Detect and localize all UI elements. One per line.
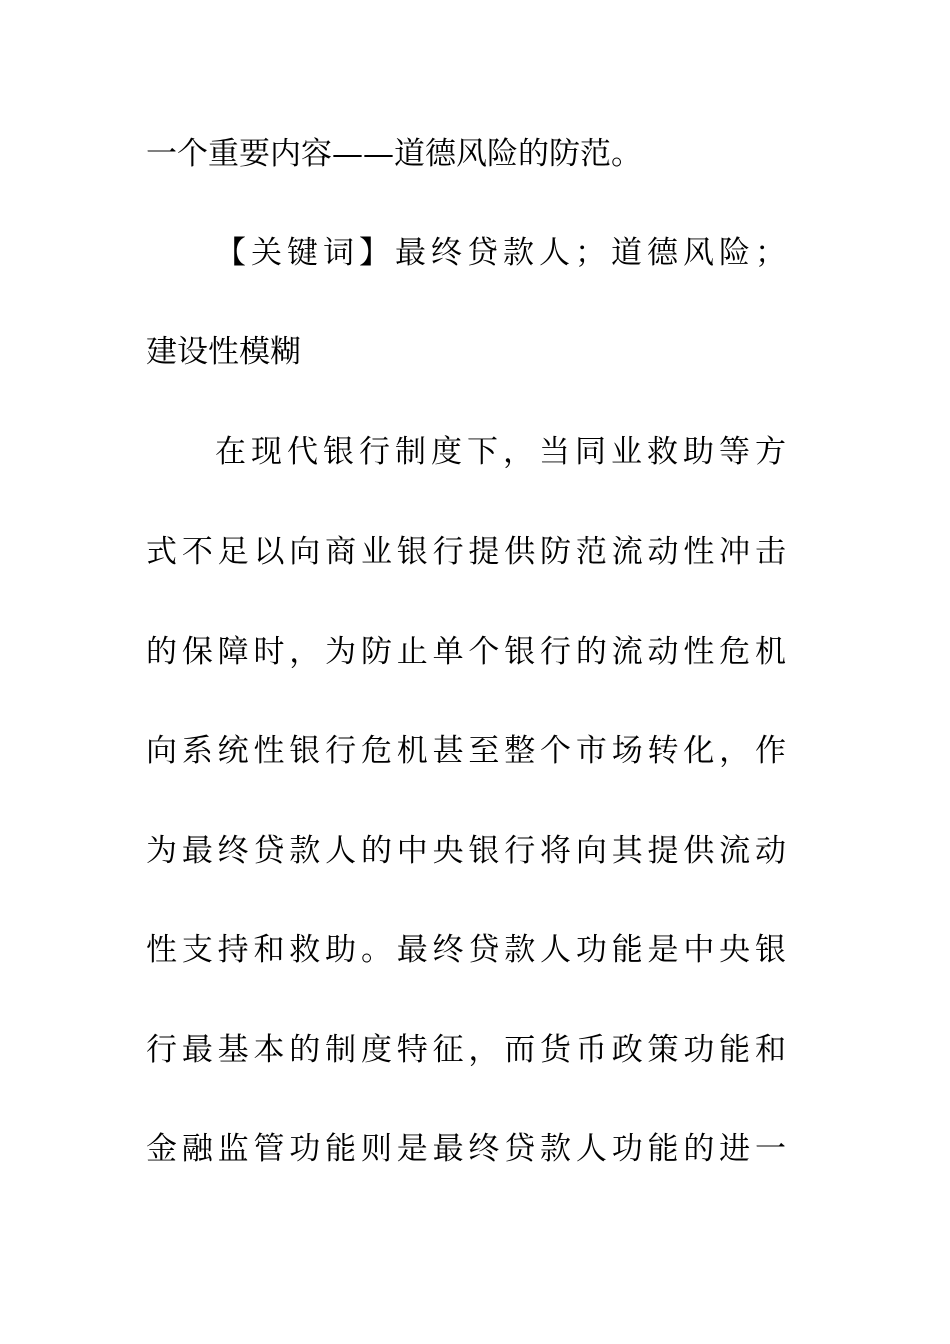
body-paragraph-line-4: 向系统性银行危机甚至整个市场转化，作 — [146, 733, 786, 769]
body-paragraph-line-6: 性支持和救助。最终贷款人功能是中央银 — [146, 932, 786, 968]
body-paragraph-line-2: 式不足以向商业银行提供防范流动性冲击 — [146, 534, 786, 570]
keywords-line: 【关键词】最终贷款人；道德风险； — [215, 235, 786, 271]
keywords-line-continued: 建设性模糊 — [146, 334, 301, 370]
paragraph-line-1: 一个重要内容——道德风险的防范。 — [146, 136, 642, 172]
body-paragraph-line-3: 的保障时，为防止单个银行的流动性危机 — [146, 634, 786, 670]
body-paragraph-line-5: 为最终贷款人的中央银行将向其提供流动 — [146, 833, 786, 869]
body-paragraph-line-8: 金融监管功能则是最终贷款人功能的进一 — [146, 1131, 786, 1167]
body-paragraph-line-7: 行最基本的制度特征，而货币政策功能和 — [146, 1032, 786, 1068]
body-paragraph-line-1: 在现代银行制度下，当同业救助等方 — [215, 434, 786, 470]
